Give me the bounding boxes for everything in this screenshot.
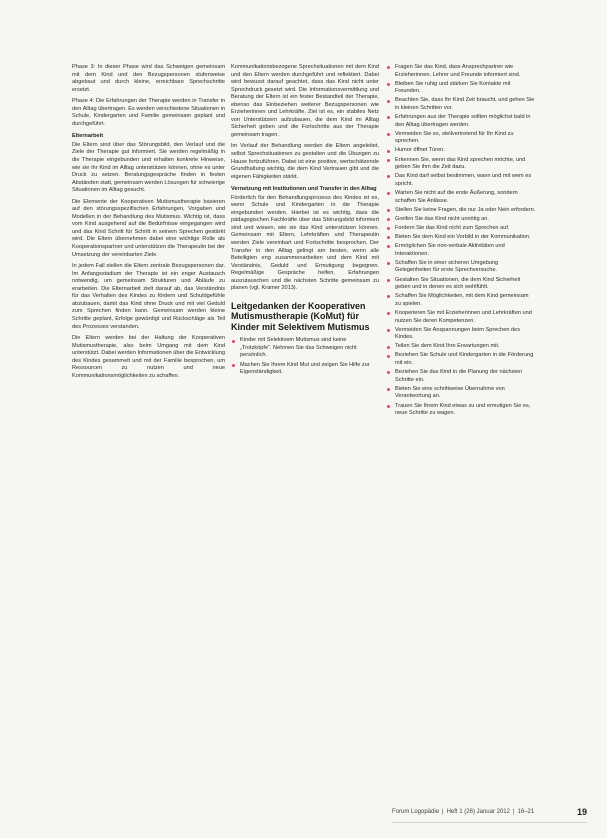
- bullet-item: Beziehen Sie das Kind in die Planung der nächsten Schritte ein.: [386, 369, 536, 384]
- journal-name: Forum Logopädie: [392, 809, 440, 815]
- paragraph: Förderlich für den Behandlungsprozess des Kindes ist es, wenn Schule und Kindergarten in die Therapie eingebunden werden. Hierbei ist es wichtig, dass die pädagogischen Fachkräfte über das Störungsbild informiert sind und wissen, wie sie das Kind unterstützen können. Gemeinsam mit Eltern, Lehrkräften und Therapeutin werden Ziele vereinbart und Fortschritte besprochen. Der Transfer in den Alltag gelingt am besten, wenn alle Beteiligten eng zusammenarbeiten und dem Kind mit Verständnis, Geduld und Ermutigung begegnen. Regelmäßige Gespräche helfen, Erfahrungen auszutauschen und die nächsten Schritte gemeinsam zu planen (vgl. Kramer 2013).: [231, 194, 379, 292]
- footer-separator: |: [512, 809, 515, 815]
- bullet-item: Kinder mit Selektivem Mutismus sind keine „Trotzköpfe“. Nehmen Sie das Schweigen nicht persönlich.: [231, 337, 379, 360]
- bullet-item: Kooperieren Sie mit Erzieherinnen und Lehrkräften und nutzen Sie deren Kompetenzen.: [386, 310, 536, 325]
- bullet-item: Schaffen Sie Möglichkeiten, mit dem Kind gemeinsam zu spielen.: [386, 293, 536, 308]
- paragraph: Phase 3: In dieser Phase wird das Schweigen gemeinsam mit dem Kind und den Bezugspersonen stufenweise abgebaut und durch kleine, erreichbare Sprechschritte ersetzt.: [72, 64, 225, 93]
- section-heading-leitgedanken: Leitgedanken der Kooperativen Mutismustherapie (KoMut) für Kinder mit Selektivem Mutismus: [231, 300, 370, 332]
- column-left: [72, 64, 225, 384]
- bullet-item: Teilen Sie dem Kind Ihre Erwartungen mit.: [386, 343, 536, 351]
- bullet-item: Gestalten Sie Situationen, die dem Kind Sicherheit geben und in denen es sich wohlfühlt.: [386, 277, 536, 292]
- bullet-item: Bleiben Sie ruhig und stärken Sie Kontakte mit Freunden.: [386, 81, 536, 96]
- paragraph: In jedem Fall stellen die Eltern zentrale Bezugspersonen dar. Im Anfangsstadium der Therapie ist ein enger Austausch notwendig, um gemeinsam Strukturen und Abläufe zu erarbeiten. Die Elternarbeit zielt darauf ab, das Verständnis für das Verhalten des Kindes zu fördern und Schuldgefühle abzubauen, damit das Kind ohne Druck und mit viel Geduld zum Sprechen finden kann. Gemeinsam werden kleine Schritte geplant, Erfolge gewürdigt und Rückschläge als Teil des Prozesses verstanden.: [72, 263, 225, 330]
- paragraph: Die Elemente der Kooperativen Mutismustherapie basieren auf den störungsspezifischen Erfahrungen, Vorgaben und Modellen in der Behandlung des Mutismus. Wichtig ist, dass vom Kind ausgehend auf die Bedürfnisse eingegangen wird und das Kind Schritt für Schritt in seinem Sprechen gestärkt wird. Die Eltern übernehmen dabei eine wichtige Rolle als Kooperationspartner und unterstützen die Therapeutin bei der Umsetzung der vereinbarten Ziele.: [72, 198, 225, 258]
- bullet-list: [231, 337, 379, 376]
- column-right: [386, 64, 536, 419]
- bullet-item: Bieten Sie eine schrittweise Übernahme von Verantwortung an.: [386, 386, 536, 401]
- paragraph: Die Eltern werden bei der Haltung der Kooperativen Mutismustherapie, also beim Umgang mit dem Kind unterstützt. Dabei werden Informationen über die Entwicklung des Kindes gesammelt und mit der Familie besprochen, um Ressourcen zu nutzen und neue Kommunikationsmöglichkeiten zu schaffen.: [72, 335, 225, 379]
- bullet-item: Vermeiden Sie es, stellvertretend für Ihr Kind zu sprechen.: [386, 131, 536, 146]
- bullet-item: Das Kind darf selbst bestimmen, wann und mit wem es spricht.: [386, 173, 536, 188]
- bullet-item: Beziehen Sie Schule und Kindergarten in die Förderung mit ein.: [386, 352, 536, 367]
- bullet-item: Ermöglichen Sie non-verbale Aktivitäten und Interaktionen.: [386, 243, 536, 258]
- bullet-item: Fordern Sie das Kind nicht zum Sprechen auf.: [386, 225, 536, 233]
- page-number: 19: [576, 807, 587, 817]
- footer-rule: [392, 822, 587, 823]
- bullet-item: Stellen Sie keine Fragen, die nur Ja oder Nein erfordern.: [386, 207, 536, 215]
- issue-info: Heft 1 (26) Januar 2012: [446, 809, 510, 815]
- bullet-item: Greifen Sie das Kind nicht unnötig an.: [386, 216, 536, 224]
- column-middle: [231, 64, 379, 378]
- page-range: 16–21: [517, 809, 535, 815]
- bullet-item: Beachten Sie, dass Ihr Kind Zeit braucht, und gehen Sie in kleinen Schritten vor.: [386, 97, 536, 112]
- bullet-item: Erkennen Sie, wenn das Kind sprechen möchte, und geben Sie ihm die Zeit dazu.: [386, 157, 536, 172]
- subheading-vernetzung: Vernetzung mit Institutionen und Transfer in den Alltag: [231, 186, 377, 193]
- bullet-item: Bieten Sie dem Kind ein Vorbild in der Kommunikation.: [386, 234, 536, 242]
- bullet-item: Warten Sie nicht auf die erste Äußerung, sondern schaffen Sie Anlässe.: [386, 190, 536, 205]
- bullet-list: [386, 64, 536, 418]
- paragraph: Die Eltern sind über das Störungsbild, den Verlauf und die Ziele der Therapie gut informiert. Sie werden regelmäßig in die Therapie eingebunden und erhalten konkrete Hinweise, wie sie ihr Kind im Alltag unterstützen können, ohne es unter Druck zu setzen. Beratungsgespräche finden in festen Abständen statt, gemeinsam werden Lösungen für schwierige Situationen im Alltag gesucht.: [72, 141, 225, 194]
- bullet-item: Machen Sie Ihrem Kind Mut und zeigen Sie Hilfe zur Eigenständigkeit.: [231, 362, 379, 377]
- bullet-item: Humor öffnet Türen.: [386, 147, 536, 155]
- bullet-item: Fragen Sie das Kind, dass Ansprechpartner wie Erzieherinnen, Lehrer und Freunde informiert sind.: [386, 64, 536, 79]
- paragraph: Kommunikationsbezogene Sprechsituationen mit dem Kind und den Eltern werden durchgeführt und reflektiert. Dabei wird bewusst darauf geachtet, dass das Kind nicht unter Sprechdruck gesetzt wird. Die Informationsvermittlung und Beratung der Eltern ist ein fester Bestandteil der Therapie, ebenso das Einbeziehen weiterer Bezugspersonen wie Erzieherinnen und Lehrkräfte. Ziel ist es, ein stabiles Netz von Unterstützern aufzubauen, die dem Kind im Alltag Sicherheit geben und die Fortschritte aus der Therapie gemeinsam tragen.: [231, 64, 379, 138]
- bullet-item: Trauen Sie Ihrem Kind etwas zu und ermutigen Sie es, neue Schritte zu wagen.: [386, 403, 536, 418]
- subheading-elternarbeit: Elternarbeit: [72, 133, 104, 140]
- paragraph: Im Verlauf der Behandlung werden die Eltern angeleitet, selbst Sprechsituationen zu gestalten und die Übungen zu Hause fortzuführen. Dabei ist eine positive, wertschätzende Grundhaltung wichtig, die dem Kind Vertrauen gibt und die eigenen Fähigkeiten stärkt.: [231, 143, 379, 180]
- page-footer: [392, 805, 587, 819]
- bullet-item: Schaffen Sie in einer sicheren Umgebung Gelegenheiten für erste Sprechversuche.: [386, 260, 536, 275]
- paragraph: Phase 4: Die Erfahrungen der Therapie werden in Transfer in den Alltag übertragen. Es werden verschiedene Situationen in Schule, Kindergarten und Familie gemeinsam geplant und durchgeführt.: [72, 98, 225, 127]
- footer-separator: |: [442, 809, 444, 815]
- bullet-item: Erfahrungen aus der Therapie sollten möglichst bald in den Alltag übertragen werden.: [386, 114, 536, 129]
- bullet-item: Vermeiden Sie Anspannungen beim Sprechen des Kindes.: [386, 327, 536, 342]
